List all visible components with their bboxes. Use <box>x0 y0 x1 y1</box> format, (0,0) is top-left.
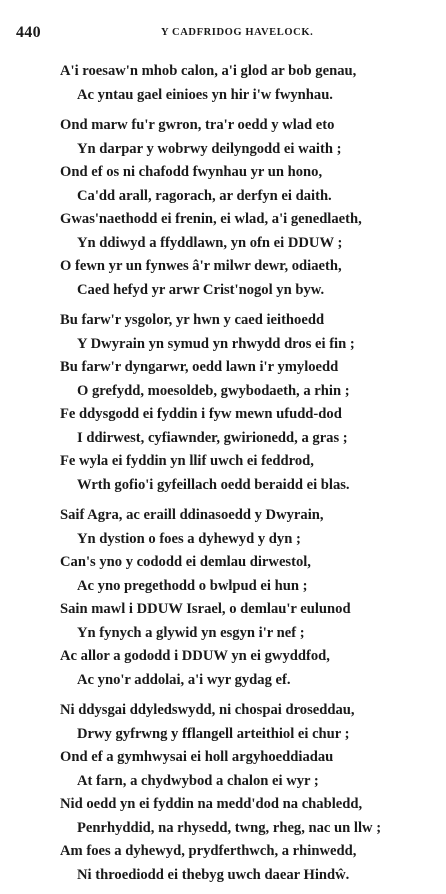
verse-line: Ni throediodd ei thebyg uwch daear Hindŵ. <box>77 866 350 883</box>
stanza <box>0 699 446 887</box>
verse-line: Bu farw'r ysgolor, yr hwn y caed ieithoedd <box>60 312 325 328</box>
verse-line: Wrth gofio'i gyfeillach oedd beraidd ei blas. <box>77 476 350 493</box>
verse-line: Yn dystion o foes a dyhewyd y dyn ; <box>77 530 301 547</box>
verse-line: O grefydd, moesoldeb, gwybodaeth, a rhin ; <box>77 382 350 399</box>
verse-line: Yn fynych a glywid yn esgyn i'r nef ; <box>77 624 305 641</box>
verse-line: At farn, a chydwybod a chalon ei wyr ; <box>77 772 319 789</box>
stanza <box>0 309 446 497</box>
verse-line: Ac allor a gododd i DDUW yn ei gwyddfod, <box>60 648 330 664</box>
verse-line: Ac yntau gael einioes yn hir i'w fwynhau. <box>77 86 333 103</box>
stanza <box>0 114 446 302</box>
verse-line: Ac yno'r addolai, a'i wyr gydag ef. <box>77 671 291 688</box>
verse-line: I ddirwest, cyfiawnder, gwirionedd, a gras ; <box>77 429 348 446</box>
verse-line: Caed hefyd yr arwr Crist'nogol yn byw. <box>77 281 325 298</box>
verse-line: Ca'dd arall, ragorach, ar derfyn ei daith. <box>77 187 332 204</box>
verse-line: Fe wyla ei fyddin yn llif uwch ei feddrod, <box>60 453 314 469</box>
verse-line: Drwy gyfrwng y fflangell arteithiol ei chur ; <box>77 725 350 742</box>
page-header <box>16 24 432 44</box>
poem-body <box>0 60 446 894</box>
verse-line: Fe ddysgodd ei fyddin i fyw mewn ufudd-dod <box>60 406 342 422</box>
verse-line: O fewn yr un fynwes â'r milwr dewr, odiaeth, <box>60 258 342 274</box>
verse-line: Gwas'naethodd ei frenin, ei wlad, a'i genedlaeth, <box>60 211 362 227</box>
verse-line: Ond ef a gymhwysai ei holl argyhoeddiadau <box>60 749 334 765</box>
running-head: Y CADFRIDOG HAVELOCK. <box>161 27 314 38</box>
verse-line: Penrhyddid, na rhysedd, twng, rheg, nac un llw ; <box>77 819 382 836</box>
verse-line: Nid oedd yn ei fyddin na medd'dod na chabledd, <box>60 796 363 812</box>
verse-line: Yn darpar y wobrwy deilyngodd ei waith ; <box>77 140 342 157</box>
verse-line: Am foes a dyhewyd, prydferthwch, a rhinwedd, <box>60 843 357 859</box>
verse-line: Yn ddiwyd a ffyddlawn, yn ofn ei DDUW ; <box>77 234 343 251</box>
verse-line: Saif Agra, ac eraill ddinasoedd y Dwyrain, <box>60 507 324 523</box>
verse-line: Sain mawl i DDUW Israel, o demlau'r eulunod <box>60 601 351 617</box>
verse-line: A'i roesaw'n mhob calon, a'i glod ar bob genau, <box>60 63 357 79</box>
stanza <box>0 60 446 107</box>
verse-line: Ond marw fu'r gwron, tra'r oedd y wlad eto <box>60 117 335 133</box>
verse-line: Ni ddysgai ddyledswydd, ni chospai droseddau, <box>60 702 355 718</box>
verse-line: Ond ef os ni chafodd fwynhau yr un hono, <box>60 164 323 180</box>
verse-line: Bu farw'r dyngarwr, oedd lawn i'r ymyloedd <box>60 359 339 375</box>
verse-line: Y Dwyrain yn symud yn rhwydd dros ei fin ; <box>77 335 355 352</box>
page-number: 440 <box>16 24 41 41</box>
verse-line: Ac yno pregethodd o bwlpud ei hun ; <box>77 577 308 594</box>
stanza <box>0 504 446 692</box>
verse-line: Can's yno y cododd ei demlau dirwestol, <box>60 554 311 570</box>
